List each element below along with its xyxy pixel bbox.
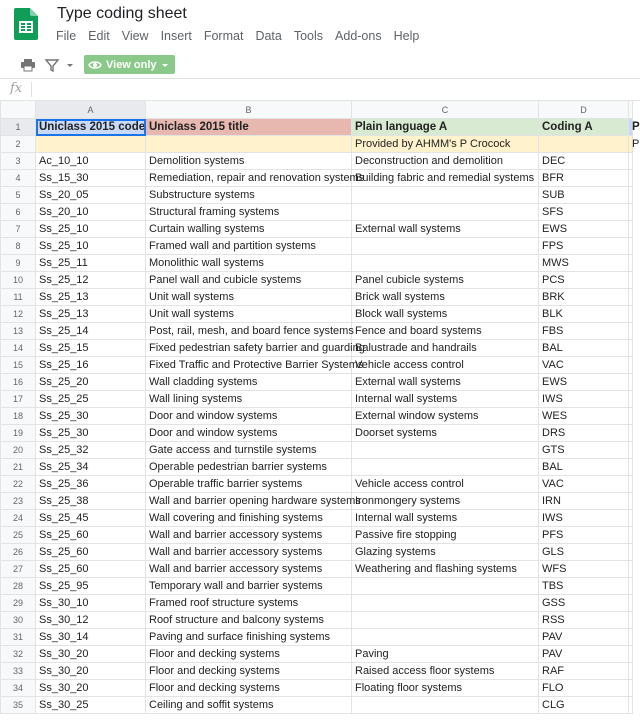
cell-title[interactable]: Framed roof structure systems xyxy=(146,595,352,612)
cell-plain-language[interactable]: Fence and board systems xyxy=(352,323,539,340)
cell-next[interactable] xyxy=(629,153,633,170)
cell-title[interactable]: Operable pedestrian barrier systems xyxy=(146,459,352,476)
row-header[interactable]: 23 xyxy=(1,493,36,510)
row-header[interactable]: 35 xyxy=(1,697,36,714)
row-header[interactable]: 32 xyxy=(1,646,36,663)
cell-plain-language[interactable]: Vehicle access control xyxy=(352,357,539,374)
row-header[interactable]: 6 xyxy=(1,204,36,221)
cell-plain-language[interactable]: Panel cubicle systems xyxy=(352,272,539,289)
menu-tools[interactable]: Tools xyxy=(293,29,324,43)
cell-plain-language[interactable]: External wall systems xyxy=(352,374,539,391)
row-header[interactable]: 14 xyxy=(1,340,36,357)
cell-plain-language[interactable] xyxy=(352,629,539,646)
cell-code[interactable]: Ss_25_36 xyxy=(36,476,146,493)
cell-plain-language[interactable] xyxy=(352,442,539,459)
cell-code[interactable]: Ss_25_10 xyxy=(36,238,146,255)
cell-code[interactable]: Ss_25_15 xyxy=(36,340,146,357)
cell-code[interactable]: Ss_25_30 xyxy=(36,425,146,442)
cell-code[interactable]: Ss_25_60 xyxy=(36,561,146,578)
spreadsheet-grid[interactable] xyxy=(0,100,640,727)
cell-title[interactable]: Post, rail, mesh, and board fence systems xyxy=(146,323,352,340)
cell-code[interactable]: Ss_25_20 xyxy=(36,374,146,391)
note-cell-e[interactable]: P xyxy=(629,136,633,153)
row-header[interactable]: 2 xyxy=(1,136,36,153)
cell-plain-language[interactable]: Doorset systems xyxy=(352,425,539,442)
cell-code[interactable]: Ss_25_60 xyxy=(36,544,146,561)
cell-code[interactable]: Ss_25_10 xyxy=(36,221,146,238)
row-header[interactable]: 29 xyxy=(1,595,36,612)
cell-title[interactable]: Unit wall systems xyxy=(146,306,352,323)
cell-coding[interactable]: FBS xyxy=(539,323,629,340)
cell-next[interactable] xyxy=(629,476,633,493)
cell-coding[interactable]: GLS xyxy=(539,544,629,561)
cell-plain-language[interactable] xyxy=(352,612,539,629)
sheet-table xyxy=(0,100,640,714)
cell-coding[interactable]: GSS xyxy=(539,595,629,612)
cell-coding[interactable]: DEC xyxy=(539,153,629,170)
table-row xyxy=(1,629,633,646)
cell-next[interactable] xyxy=(629,629,633,646)
cell-title[interactable]: Unit wall systems xyxy=(146,289,352,306)
cell-code[interactable]: Ss_30_10 xyxy=(36,595,146,612)
row-header[interactable]: 12 xyxy=(1,306,36,323)
cell-title[interactable]: Structural framing systems xyxy=(146,204,352,221)
cell-plain-language[interactable]: Internal wall systems xyxy=(352,510,539,527)
cell-code[interactable]: Ss_20_10 xyxy=(36,204,146,221)
cell-coding[interactable]: EWS xyxy=(539,221,629,238)
cell-plain-language[interactable] xyxy=(352,578,539,595)
menu-help[interactable]: Help xyxy=(393,29,420,43)
row-header[interactable]: 16 xyxy=(1,374,36,391)
cell-next[interactable] xyxy=(629,408,633,425)
cell-next[interactable] xyxy=(629,510,633,527)
cell-next[interactable] xyxy=(629,595,633,612)
cell-plain-language[interactable] xyxy=(352,459,539,476)
cell-plain-language[interactable] xyxy=(352,595,539,612)
row-header[interactable]: 3 xyxy=(1,153,36,170)
cell-title[interactable]: Gate access and turnstile systems xyxy=(146,442,352,459)
row-header[interactable]: 26 xyxy=(1,544,36,561)
cell-code[interactable]: Ss_25_38 xyxy=(36,493,146,510)
eye-icon xyxy=(88,58,102,72)
cell-code[interactable]: Ss_25_45 xyxy=(36,510,146,527)
cell-coding[interactable]: BAL xyxy=(539,340,629,357)
view-only-label: View only xyxy=(106,58,157,71)
title-bar xyxy=(0,0,640,52)
cell-plain-language[interactable]: Ironmongery systems xyxy=(352,493,539,510)
table-row xyxy=(1,544,633,561)
cell-next[interactable] xyxy=(629,170,633,187)
row-header[interactable]: 15 xyxy=(1,357,36,374)
header-cell-plain-language[interactable]: Plain language A xyxy=(352,119,539,136)
header-cell-next[interactable]: P xyxy=(629,119,633,136)
cell-coding[interactable]: RSS xyxy=(539,612,629,629)
cell-coding[interactable]: IWS xyxy=(539,510,629,527)
cell-plain-language[interactable]: Vehicle access control xyxy=(352,476,539,493)
cell-plain-language[interactable]: External window systems xyxy=(352,408,539,425)
cell-title[interactable]: Wall and barrier accessory systems xyxy=(146,544,352,561)
cell-plain-language[interactable]: Weathering and flashing systems xyxy=(352,561,539,578)
cell-next[interactable] xyxy=(629,187,633,204)
row-header[interactable]: 7 xyxy=(1,221,36,238)
cell-plain-language[interactable]: Internal wall systems xyxy=(352,391,539,408)
cell-plain-language[interactable]: Paving xyxy=(352,646,539,663)
cell-coding[interactable]: DRS xyxy=(539,425,629,442)
cell-next[interactable] xyxy=(629,544,633,561)
cell-next[interactable] xyxy=(629,442,633,459)
table-row xyxy=(1,442,633,459)
table-row xyxy=(1,680,633,697)
row-header[interactable]: 11 xyxy=(1,289,36,306)
cell-plain-language[interactable]: Raised access floor systems xyxy=(352,663,539,680)
cell-plain-language[interactable]: Deconstruction and demolition xyxy=(352,153,539,170)
header-cell-title[interactable]: Uniclass 2015 title xyxy=(146,119,352,136)
formula-bar-divider xyxy=(31,82,32,97)
table-row xyxy=(1,527,633,544)
cell-coding[interactable]: SUB xyxy=(539,187,629,204)
menu-file[interactable]: File xyxy=(56,29,77,43)
print-icon[interactable] xyxy=(20,57,36,73)
table-row xyxy=(1,612,633,629)
column-header-e[interactable] xyxy=(629,101,633,119)
cell-code[interactable]: Ss_30_12 xyxy=(36,612,146,629)
table-row xyxy=(1,510,633,527)
menu-bar xyxy=(50,28,425,44)
cell-code[interactable]: Ss_30_14 xyxy=(36,629,146,646)
row-header[interactable]: 28 xyxy=(1,578,36,595)
cell-title[interactable]: Demolition systems xyxy=(146,153,352,170)
cell-coding[interactable]: FLO xyxy=(539,680,629,697)
table-row xyxy=(1,578,633,595)
row-header[interactable]: 27 xyxy=(1,561,36,578)
cell-next[interactable] xyxy=(629,306,633,323)
cell-next[interactable] xyxy=(629,289,633,306)
cell-plain-language[interactable]: Balustrade and handrails xyxy=(352,340,539,357)
cell-coding[interactable]: RAF xyxy=(539,663,629,680)
filter-dropdown-icon[interactable] xyxy=(62,57,78,73)
cell-plain-language[interactable]: Block wall systems xyxy=(352,306,539,323)
row-header[interactable]: 13 xyxy=(1,323,36,340)
table-row xyxy=(1,221,633,238)
cell-title[interactable]: Wall cladding systems xyxy=(146,374,352,391)
cell-plain-language[interactable]: Building fabric and remedial systems xyxy=(352,170,539,187)
table-row xyxy=(1,170,633,187)
table-row xyxy=(1,595,633,612)
cell-code[interactable]: Ss_25_16 xyxy=(36,357,146,374)
menu-insert[interactable]: Insert xyxy=(160,29,192,43)
cell-code[interactable]: Ss_25_12 xyxy=(36,272,146,289)
cell-coding[interactable]: MWS xyxy=(539,255,629,272)
cell-next[interactable] xyxy=(629,323,633,340)
cell-title[interactable]: Floor and decking systems xyxy=(146,663,352,680)
cell-title[interactable]: Paving and surface finishing systems xyxy=(146,629,352,646)
cell-plain-language[interactable]: Passive fire stopping xyxy=(352,527,539,544)
chevron-down-icon xyxy=(161,61,169,69)
cell-next[interactable] xyxy=(629,663,633,680)
cell-next[interactable] xyxy=(629,255,633,272)
table-row xyxy=(1,357,633,374)
row-header[interactable]: 31 xyxy=(1,629,36,646)
row-header[interactable]: 30 xyxy=(1,612,36,629)
menu-format[interactable]: Format xyxy=(203,29,244,43)
row-header[interactable]: 17 xyxy=(1,391,36,408)
cell-title[interactable]: Remediation, repair and renovation systems xyxy=(146,170,352,187)
cell-next[interactable] xyxy=(629,391,633,408)
cell-title[interactable]: Monolithic wall systems xyxy=(146,255,352,272)
row-header[interactable]: 21 xyxy=(1,459,36,476)
column-header-d[interactable]: D xyxy=(539,101,629,119)
table-row xyxy=(1,663,633,680)
row-header[interactable]: 1 xyxy=(1,119,36,136)
cell-next[interactable] xyxy=(629,697,633,714)
table-row xyxy=(1,561,633,578)
cell-coding[interactable]: IRN xyxy=(539,493,629,510)
table-row xyxy=(1,408,633,425)
cell-plain-language[interactable]: External wall systems xyxy=(352,221,539,238)
cell-next[interactable] xyxy=(629,527,633,544)
row-header[interactable]: 8 xyxy=(1,238,36,255)
row-header[interactable]: 24 xyxy=(1,510,36,527)
cell-title[interactable]: Wall covering and finishing systems xyxy=(146,510,352,527)
view-only-button[interactable] xyxy=(84,55,175,74)
table-row xyxy=(1,374,633,391)
header-cell-coding[interactable]: Coding A xyxy=(539,119,629,136)
cell-next[interactable] xyxy=(629,493,633,510)
sheets-logo-icon[interactable] xyxy=(14,8,38,40)
cell-plain-language[interactable] xyxy=(352,187,539,204)
row-header[interactable]: 20 xyxy=(1,442,36,459)
cell-title[interactable]: Roof structure and balcony systems xyxy=(146,612,352,629)
cell-plain-language[interactable]: Brick wall systems xyxy=(352,289,539,306)
cell-title[interactable]: Door and window systems xyxy=(146,425,352,442)
cell-next[interactable] xyxy=(629,221,633,238)
cell-title[interactable]: Framed wall and partition systems xyxy=(146,238,352,255)
cell-next[interactable] xyxy=(629,612,633,629)
cell-title[interactable]: Curtain walling systems xyxy=(146,221,352,238)
column-header-a[interactable]: A xyxy=(36,101,146,119)
column-header-c[interactable]: C xyxy=(352,101,539,119)
row-header[interactable]: 22 xyxy=(1,476,36,493)
cell-plain-language[interactable]: Glazing systems xyxy=(352,544,539,561)
cell-coding[interactable]: IWS xyxy=(539,391,629,408)
filter-icon[interactable] xyxy=(44,57,60,73)
cell-code[interactable]: Ss_20_05 xyxy=(36,187,146,204)
row-header[interactable]: 34 xyxy=(1,680,36,697)
cell-coding[interactable]: WFS xyxy=(539,561,629,578)
cell-coding[interactable]: PAV xyxy=(539,646,629,663)
cell-code[interactable]: Ss_25_13 xyxy=(36,289,146,306)
cell-next[interactable] xyxy=(629,204,633,221)
table-row xyxy=(1,425,633,442)
cell-next[interactable] xyxy=(629,340,633,357)
cell-code[interactable]: Ss_25_34 xyxy=(36,459,146,476)
cell-code[interactable]: Ss_25_11 xyxy=(36,255,146,272)
fx-icon: fx xyxy=(10,81,23,96)
cell-next[interactable] xyxy=(629,238,633,255)
cell-coding[interactable]: GTS xyxy=(539,442,629,459)
cell-code[interactable]: Ss_30_20 xyxy=(36,646,146,663)
row-header[interactable]: 19 xyxy=(1,425,36,442)
cell-plain-language[interactable] xyxy=(352,255,539,272)
cell-title[interactable]: Door and window systems xyxy=(146,408,352,425)
cell-title[interactable]: Wall and barrier accessory systems xyxy=(146,527,352,544)
cell-title[interactable]: Fixed Traffic and Protective Barrier Systems xyxy=(146,357,352,374)
cell-code[interactable]: Ss_30_20 xyxy=(36,663,146,680)
cell-title[interactable]: Substructure systems xyxy=(146,187,352,204)
cell-plain-language[interactable]: Floating floor systems xyxy=(352,680,539,697)
cell-plain-language[interactable] xyxy=(352,697,539,714)
row-header[interactable]: 18 xyxy=(1,408,36,425)
select-all-corner[interactable] xyxy=(1,101,36,119)
cell-plain-language[interactable] xyxy=(352,238,539,255)
cell-coding[interactable]: BFR xyxy=(539,170,629,187)
table-row xyxy=(1,272,633,289)
note-cell-b[interactable] xyxy=(146,136,352,153)
menu-addons[interactable]: Add-ons xyxy=(335,29,382,43)
cell-title[interactable]: Fixed pedestrian safety barrier and guarding xyxy=(146,340,352,357)
cell-coding[interactable]: VAC xyxy=(539,357,629,374)
menu-edit[interactable]: Edit xyxy=(88,29,110,43)
cell-coding[interactable]: SFS xyxy=(539,204,629,221)
cell-code[interactable]: Ss_25_30 xyxy=(36,408,146,425)
cell-coding[interactable]: EWS xyxy=(539,374,629,391)
cell-code[interactable]: Ss_25_60 xyxy=(36,527,146,544)
cell-code[interactable]: Ss_25_25 xyxy=(36,391,146,408)
cell-title[interactable]: Wall and barrier accessory systems xyxy=(146,561,352,578)
cell-next[interactable] xyxy=(629,578,633,595)
table-row xyxy=(1,238,633,255)
cell-code[interactable]: Ss_30_25 xyxy=(36,697,146,714)
cell-code[interactable]: Ss_25_13 xyxy=(36,306,146,323)
cell-next[interactable] xyxy=(629,646,633,663)
cell-title[interactable]: Panel wall and cubicle systems xyxy=(146,272,352,289)
cell-coding[interactable]: WES xyxy=(539,408,629,425)
column-header-b[interactable]: B xyxy=(146,101,352,119)
cell-coding[interactable]: BAL xyxy=(539,459,629,476)
formula-bar[interactable] xyxy=(0,79,640,101)
note-cell-a[interactable] xyxy=(36,136,146,153)
cell-next[interactable] xyxy=(629,561,633,578)
cell-code[interactable]: Ac_10_10 xyxy=(36,153,146,170)
table-row xyxy=(1,153,633,170)
cell-coding[interactable]: VAC xyxy=(539,476,629,493)
note-cell-d[interactable] xyxy=(539,136,629,153)
cell-next[interactable] xyxy=(629,374,633,391)
table-row xyxy=(1,493,633,510)
cell-title[interactable]: Wall and barrier opening hardware systems xyxy=(146,493,352,510)
table-row xyxy=(1,391,633,408)
cell-next[interactable] xyxy=(629,272,633,289)
table-row xyxy=(1,306,633,323)
menu-data[interactable]: Data xyxy=(255,29,282,43)
row-header[interactable]: 33 xyxy=(1,663,36,680)
cell-plain-language[interactable] xyxy=(352,204,539,221)
row-header[interactable]: 9 xyxy=(1,255,36,272)
table-row xyxy=(1,204,633,221)
cell-next[interactable] xyxy=(629,357,633,374)
cell-title[interactable]: Operable traffic barrier systems xyxy=(146,476,352,493)
cell-coding[interactable]: TBS xyxy=(539,578,629,595)
menu-view[interactable]: View xyxy=(121,29,149,43)
cell-coding[interactable]: PAV xyxy=(539,629,629,646)
table-row xyxy=(1,323,633,340)
table-row xyxy=(1,187,633,204)
cell-next[interactable] xyxy=(629,425,633,442)
table-row xyxy=(1,476,633,493)
cell-coding[interactable]: BLK xyxy=(539,306,629,323)
table-row xyxy=(1,289,633,306)
cell-title[interactable]: Temporary wall and barrier systems xyxy=(146,578,352,595)
cell-coding[interactable]: PFS xyxy=(539,527,629,544)
cell-coding[interactable]: PCS xyxy=(539,272,629,289)
cell-coding[interactable]: FPS xyxy=(539,238,629,255)
table-row xyxy=(1,697,633,714)
cell-coding[interactable]: CLG xyxy=(539,697,629,714)
table-row xyxy=(1,459,633,476)
table-row xyxy=(1,255,633,272)
cell-next[interactable] xyxy=(629,459,633,476)
document-title[interactable]: Type coding sheet xyxy=(57,5,187,22)
cell-title[interactable]: Floor and decking systems xyxy=(146,646,352,663)
row-header[interactable]: 5 xyxy=(1,187,36,204)
table-row xyxy=(1,646,633,663)
row-header[interactable]: 25 xyxy=(1,527,36,544)
cell-code[interactable]: Ss_25_32 xyxy=(36,442,146,459)
header-cell-code[interactable]: Uniclass 2015 code xyxy=(36,119,146,136)
cell-code[interactable]: Ss_15_30 xyxy=(36,170,146,187)
cell-coding[interactable]: BRK xyxy=(539,289,629,306)
cell-title[interactable]: Ceiling and soffit systems xyxy=(146,697,352,714)
cell-code[interactable]: Ss_25_14 xyxy=(36,323,146,340)
cell-next[interactable] xyxy=(629,680,633,697)
row-header[interactable]: 4 xyxy=(1,170,36,187)
row-header[interactable]: 10 xyxy=(1,272,36,289)
cell-code[interactable]: Ss_30_20 xyxy=(36,680,146,697)
table-row xyxy=(1,340,633,357)
cell-title[interactable]: Floor and decking systems xyxy=(146,680,352,697)
note-cell-c[interactable]: Provided by AHMM's P Crocock xyxy=(352,136,539,153)
cell-code[interactable]: Ss_25_95 xyxy=(36,578,146,595)
cell-title[interactable]: Wall lining systems xyxy=(146,391,352,408)
